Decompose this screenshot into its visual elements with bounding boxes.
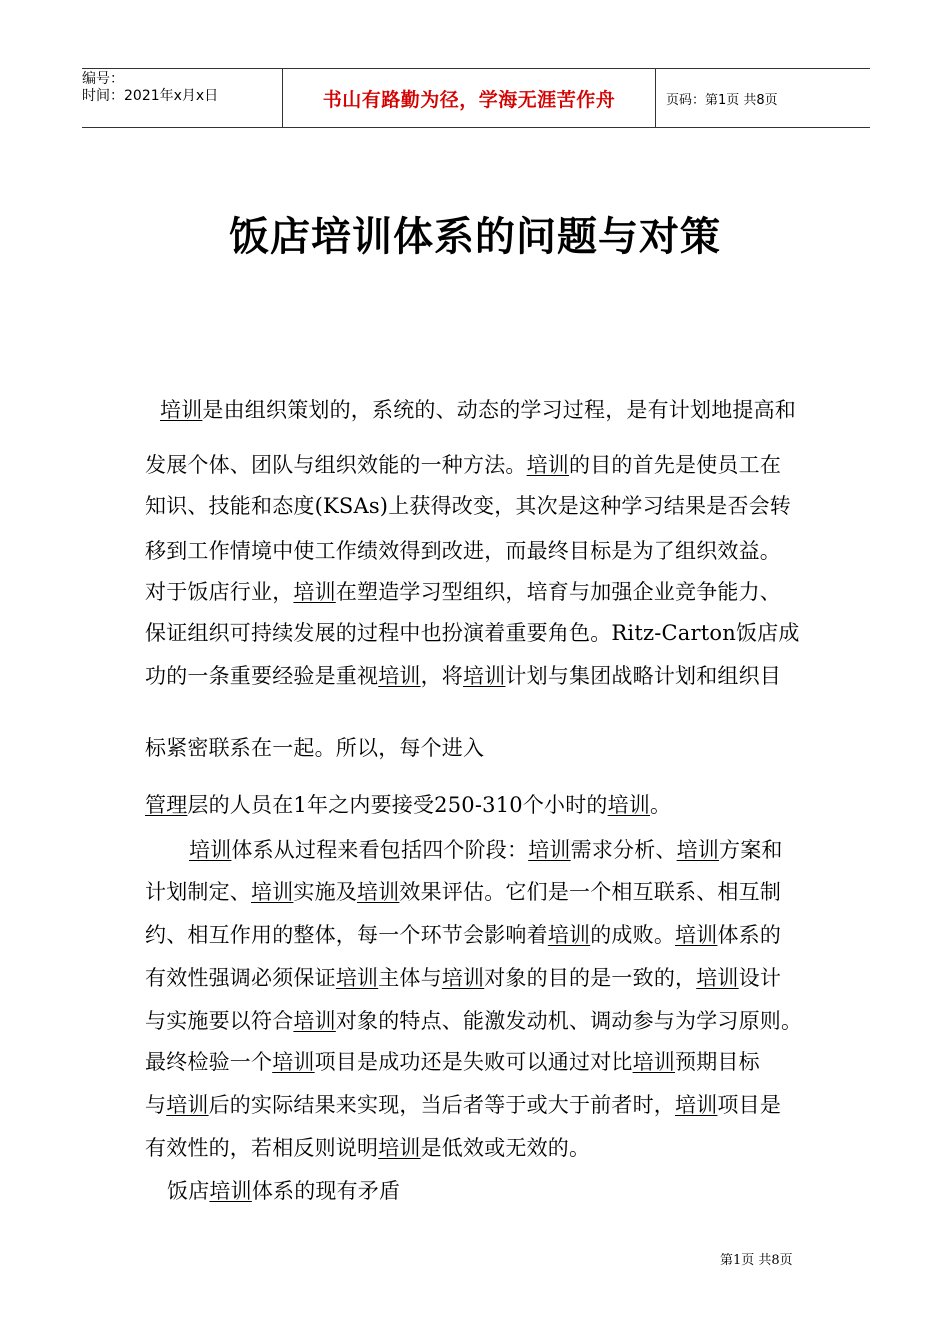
link-peixun[interactable]: 培训 (160, 398, 203, 422)
paragraph-line: 移到工作情境中使工作绩效得到改进，而最终目标是为了组织效益。 (145, 539, 781, 563)
paragraph-line: 最终检验一个培训项目是成功还是失败可以通过对比培训预期目标 (145, 1050, 760, 1074)
link-peixun[interactable]: 培训 (463, 664, 506, 688)
paragraph-line: 培训是由组织策划的，系统的、动态的学习过程，是有计划地提高和 (160, 398, 797, 422)
link-peixun[interactable]: 培训 (378, 1136, 421, 1160)
link-peixun[interactable]: 培训 (357, 880, 400, 904)
header-page-info: 页码：第1页 共8页 (666, 92, 778, 108)
link-peixun[interactable]: 培训 (696, 966, 739, 990)
link-peixun[interactable]: 培训 (166, 1093, 209, 1117)
link-peixun[interactable]: 培训 (272, 1050, 315, 1074)
link-peixun[interactable]: 培训 (675, 923, 718, 947)
header-motto: 书山有路勤为径，学海无涯苦作舟 (282, 69, 656, 127)
header-meta (82, 69, 282, 127)
paragraph-line: 发展个体、团队与组织效能的一种方法。培训的目的首先是使员工在 (145, 453, 782, 477)
paragraph-line: 有效性的，若相反则说明培训是低效或无效的。 (145, 1136, 591, 1160)
page-footer: 第1页 共8页 (720, 1253, 793, 1268)
paragraph-line: 与实施要以符合培训对象的特点、能激发动机、调动参与为学习原则。 (145, 1009, 803, 1033)
paragraph-line: 计划制定、培训实施及培训效果评估。它们是一个相互联系、相互制 (145, 880, 782, 904)
link-peixun[interactable]: 培训 (189, 838, 232, 862)
link-peixun[interactable]: 培训 (547, 923, 591, 947)
link-peixun[interactable]: 培训 (526, 453, 570, 477)
paragraph-line: 管理层的人员在1年之内要接受250-310个小时的培训。 (145, 793, 672, 817)
link-peixun[interactable]: 培训 (251, 880, 294, 904)
link-peixun[interactable]: 培训 (378, 664, 421, 688)
link-peixun[interactable]: 培训 (335, 966, 379, 990)
paragraph-line: 标紧密联系在一起。所以，每个进入 (145, 736, 485, 760)
paragraph-line: 保证组织可持续发展的过程中也扮演着重要角色。Ritz-Carton饭店成 (145, 621, 800, 645)
link-peixun[interactable]: 培训 (441, 966, 485, 990)
link-guanli[interactable]: 管理 (145, 793, 188, 817)
link-peixun[interactable]: 培训 (528, 838, 571, 862)
link-peixun[interactable]: 培训 (209, 1179, 252, 1203)
paragraph-line: 培训体系从过程来看包括四个阶段：培训需求分析、培训方案和 (189, 838, 783, 862)
paragraph-line: 有效性强调必须保证培训主体与培训对象的目的是一致的，培训设计 (145, 966, 782, 990)
link-peixun[interactable]: 培训 (293, 1009, 336, 1033)
link-peixun[interactable]: 培训 (607, 793, 651, 817)
paragraph-line: 约、相互作用的整体，每一个环节会影响着培训的成败。培训体系的 (145, 923, 782, 947)
link-peixun[interactable]: 培训 (293, 580, 336, 604)
section-heading: 饭店培训体系的现有矛盾 (167, 1179, 401, 1203)
time-label: 时间：2021年x月x日 (82, 88, 219, 104)
document-title: 饭店培训体系的问题与对策 (229, 214, 721, 260)
paragraph-line: 对于饭店行业，培训在塑造学习型组织，培育与加强企业竞争能力、 (145, 580, 782, 604)
paragraph-line: 与培训后的实际结果来实现，当后者等于或大于前者时，培训项目是 (145, 1093, 782, 1117)
link-peixun[interactable]: 培训 (676, 838, 720, 862)
number-label: 编号： (82, 71, 124, 87)
paragraph-line: 知识、技能和态度(KSAs)上获得改变，其次是这种学习结果是否会转 (145, 494, 792, 518)
link-peixun[interactable]: 培训 (675, 1093, 718, 1117)
paragraph-line: 功的一条重要经验是重视培训，将培训计划与集团战略计划和组织目 (145, 664, 782, 688)
link-peixun[interactable]: 培训 (632, 1050, 676, 1074)
page-header (82, 68, 870, 128)
